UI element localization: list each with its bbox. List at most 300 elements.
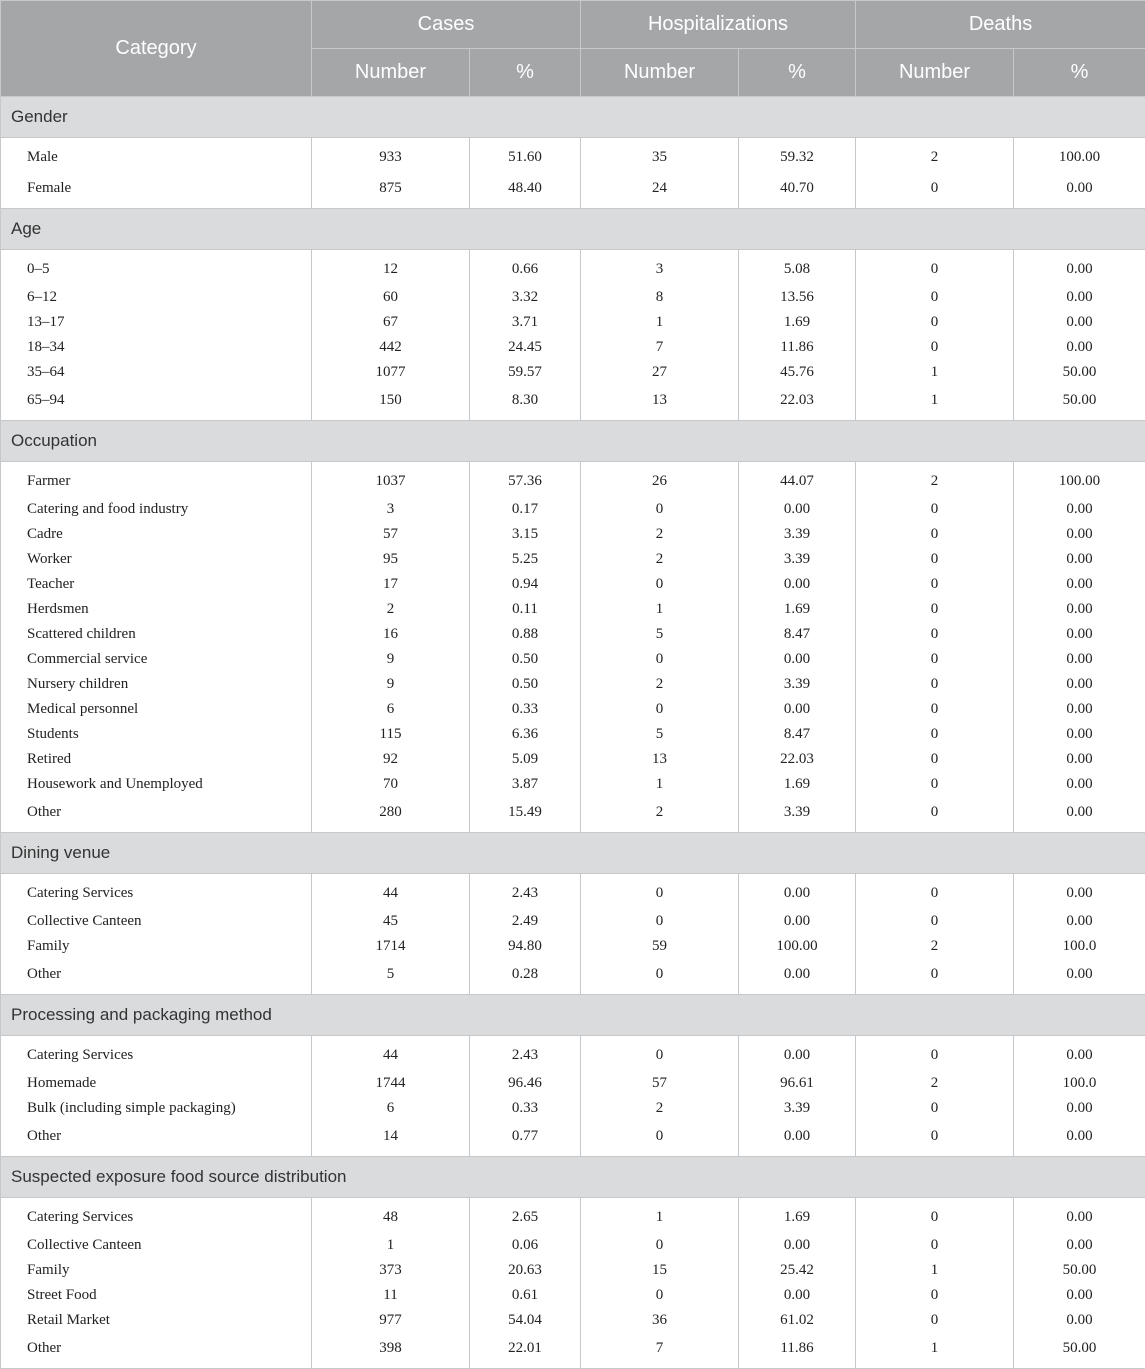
table-row xyxy=(1,522,1145,547)
cell-deaths-number: 0 xyxy=(856,874,1014,910)
cell-deaths-number: 1 xyxy=(856,1258,1014,1283)
cell-cases-percent: 59.57 xyxy=(470,360,581,385)
cell-cases-percent: 5.25 xyxy=(470,547,581,572)
section-header-row xyxy=(1,1157,1145,1198)
table-row xyxy=(1,874,1145,910)
table-row xyxy=(1,1258,1145,1283)
cell-hospitalizations-number: 2 xyxy=(581,797,739,833)
cell-hospitalizations-percent: 11.86 xyxy=(739,1333,856,1369)
cell-cases-number: 6 xyxy=(312,697,470,722)
cell-deaths-percent: 0.00 xyxy=(1014,1096,1145,1121)
section-header-row xyxy=(1,209,1145,250)
header-cases-number: Number xyxy=(312,49,470,97)
cell-cases-number: 12 xyxy=(312,250,470,286)
cell-deaths-number: 0 xyxy=(856,310,1014,335)
cell-cases-number: 48 xyxy=(312,1198,470,1234)
cell-hospitalizations-number: 27 xyxy=(581,360,739,385)
cell-cases-percent: 0.61 xyxy=(470,1283,581,1308)
cell-category: Street Food xyxy=(1,1283,312,1308)
cell-hospitalizations-number: 2 xyxy=(581,1096,739,1121)
cell-cases-percent: 0.77 xyxy=(470,1121,581,1157)
cell-cases-percent: 96.46 xyxy=(470,1071,581,1096)
cell-cases-number: 11 xyxy=(312,1283,470,1308)
table-row xyxy=(1,672,1145,697)
cell-deaths-number: 1 xyxy=(856,385,1014,421)
cell-cases-percent: 0.28 xyxy=(470,959,581,995)
cell-hospitalizations-number: 0 xyxy=(581,874,739,910)
cell-hospitalizations-number: 7 xyxy=(581,1333,739,1369)
cell-deaths-percent: 0.00 xyxy=(1014,547,1145,572)
cell-hospitalizations-number: 59 xyxy=(581,934,739,959)
cell-cases-number: 45 xyxy=(312,909,470,934)
cell-hospitalizations-number: 26 xyxy=(581,462,739,498)
cell-deaths-number: 0 xyxy=(856,909,1014,934)
cell-hospitalizations-percent: 45.76 xyxy=(739,360,856,385)
cell-hospitalizations-percent: 96.61 xyxy=(739,1071,856,1096)
cell-hospitalizations-number: 2 xyxy=(581,522,739,547)
table-row xyxy=(1,462,1145,498)
cell-deaths-number: 0 xyxy=(856,672,1014,697)
cell-cases-percent: 54.04 xyxy=(470,1308,581,1333)
cell-cases-number: 9 xyxy=(312,647,470,672)
cell-deaths-percent: 0.00 xyxy=(1014,1308,1145,1333)
cell-hospitalizations-number: 57 xyxy=(581,1071,739,1096)
cell-deaths-number: 0 xyxy=(856,1198,1014,1234)
cell-hospitalizations-percent: 0.00 xyxy=(739,909,856,934)
cell-hospitalizations-percent: 0.00 xyxy=(739,959,856,995)
cell-deaths-percent: 0.00 xyxy=(1014,959,1145,995)
cell-hospitalizations-percent: 8.47 xyxy=(739,722,856,747)
cell-hospitalizations-number: 0 xyxy=(581,909,739,934)
cell-hospitalizations-percent: 1.69 xyxy=(739,772,856,797)
table-row xyxy=(1,1036,1145,1072)
cell-hospitalizations-number: 35 xyxy=(581,138,739,174)
cell-category: Other xyxy=(1,1333,312,1369)
cell-cases-percent: 48.40 xyxy=(470,173,581,209)
cell-hospitalizations-percent: 0.00 xyxy=(739,1121,856,1157)
cell-hospitalizations-number: 0 xyxy=(581,1036,739,1072)
cell-category: Nursery children xyxy=(1,672,312,697)
cell-cases-percent: 0.33 xyxy=(470,697,581,722)
cell-deaths-percent: 50.00 xyxy=(1014,1333,1145,1369)
cell-hospitalizations-number: 2 xyxy=(581,672,739,697)
cell-deaths-percent: 0.00 xyxy=(1014,1233,1145,1258)
cell-category: Housework and Unemployed xyxy=(1,772,312,797)
cell-deaths-percent: 50.00 xyxy=(1014,1258,1145,1283)
cell-cases-number: 17 xyxy=(312,572,470,597)
cell-category: Female xyxy=(1,173,312,209)
cell-category: Other xyxy=(1,797,312,833)
cell-hospitalizations-percent: 3.39 xyxy=(739,1096,856,1121)
table-row xyxy=(1,335,1145,360)
section-title: Dining venue xyxy=(1,833,1145,874)
cell-hospitalizations-number: 1 xyxy=(581,310,739,335)
cell-cases-number: 115 xyxy=(312,722,470,747)
cell-deaths-number: 0 xyxy=(856,772,1014,797)
cell-cases-number: 1077 xyxy=(312,360,470,385)
cell-cases-number: 14 xyxy=(312,1121,470,1157)
cell-category: Homemade xyxy=(1,1071,312,1096)
cell-cases-percent: 0.06 xyxy=(470,1233,581,1258)
cell-cases-percent: 5.09 xyxy=(470,747,581,772)
header-cases-percent: % xyxy=(470,49,581,97)
table-row xyxy=(1,250,1145,286)
cell-cases-percent: 3.15 xyxy=(470,522,581,547)
cell-category: Family xyxy=(1,1258,312,1283)
cell-category: 18–34 xyxy=(1,335,312,360)
cell-cases-number: 398 xyxy=(312,1333,470,1369)
table-row xyxy=(1,285,1145,310)
table-row xyxy=(1,959,1145,995)
cell-deaths-percent: 0.00 xyxy=(1014,772,1145,797)
cell-category: Catering Services xyxy=(1,1198,312,1234)
cell-category: Retired xyxy=(1,747,312,772)
cell-cases-number: 373 xyxy=(312,1258,470,1283)
cell-category: 0–5 xyxy=(1,250,312,286)
section-title: Suspected exposure food source distribution xyxy=(1,1157,1145,1198)
cell-deaths-percent: 0.00 xyxy=(1014,647,1145,672)
cell-deaths-number: 0 xyxy=(856,1283,1014,1308)
section-title: Age xyxy=(1,209,1145,250)
cell-hospitalizations-number: 8 xyxy=(581,285,739,310)
cell-category: Scattered children xyxy=(1,622,312,647)
cell-cases-percent: 15.49 xyxy=(470,797,581,833)
cell-cases-percent: 51.60 xyxy=(470,138,581,174)
cell-cases-percent: 8.30 xyxy=(470,385,581,421)
cell-category: Catering Services xyxy=(1,1036,312,1072)
cell-hospitalizations-number: 3 xyxy=(581,250,739,286)
cell-deaths-number: 0 xyxy=(856,1096,1014,1121)
cell-deaths-percent: 0.00 xyxy=(1014,522,1145,547)
cell-deaths-percent: 0.00 xyxy=(1014,597,1145,622)
cell-deaths-percent: 100.0 xyxy=(1014,934,1145,959)
cell-deaths-number: 0 xyxy=(856,285,1014,310)
cell-deaths-number: 0 xyxy=(856,1233,1014,1258)
cell-hospitalizations-number: 0 xyxy=(581,1283,739,1308)
header-hospitalizations-number: Number xyxy=(581,49,739,97)
header-group-cases: Cases xyxy=(312,1,581,49)
table-row xyxy=(1,1308,1145,1333)
section-header-row xyxy=(1,421,1145,462)
table-row xyxy=(1,1333,1145,1369)
cell-deaths-percent: 0.00 xyxy=(1014,697,1145,722)
cell-cases-percent: 0.94 xyxy=(470,572,581,597)
cell-category: Herdsmen xyxy=(1,597,312,622)
table-row xyxy=(1,497,1145,522)
section-title: Occupation xyxy=(1,421,1145,462)
cell-category: Commercial service xyxy=(1,647,312,672)
cell-deaths-number: 0 xyxy=(856,547,1014,572)
cell-hospitalizations-percent: 61.02 xyxy=(739,1308,856,1333)
cell-deaths-percent: 0.00 xyxy=(1014,1198,1145,1234)
table-row xyxy=(1,173,1145,209)
cell-category: 13–17 xyxy=(1,310,312,335)
cell-hospitalizations-number: 0 xyxy=(581,647,739,672)
cell-cases-percent: 20.63 xyxy=(470,1258,581,1283)
table-row xyxy=(1,772,1145,797)
cell-deaths-percent: 50.00 xyxy=(1014,360,1145,385)
header-group-hospitalizations: Hospitalizations xyxy=(581,1,856,49)
cell-cases-percent: 0.33 xyxy=(470,1096,581,1121)
cell-hospitalizations-percent: 11.86 xyxy=(739,335,856,360)
cell-category: Students xyxy=(1,722,312,747)
cell-deaths-percent: 0.00 xyxy=(1014,572,1145,597)
table-row xyxy=(1,909,1145,934)
cell-cases-number: 44 xyxy=(312,1036,470,1072)
cell-hospitalizations-percent: 22.03 xyxy=(739,747,856,772)
cell-deaths-percent: 0.00 xyxy=(1014,672,1145,697)
cell-category: Teacher xyxy=(1,572,312,597)
cell-cases-percent: 2.65 xyxy=(470,1198,581,1234)
cell-cases-percent: 3.71 xyxy=(470,310,581,335)
cell-deaths-percent: 100.0 xyxy=(1014,1071,1145,1096)
cell-category: Other xyxy=(1,1121,312,1157)
cell-deaths-number: 0 xyxy=(856,173,1014,209)
cell-deaths-number: 0 xyxy=(856,722,1014,747)
cell-cases-number: 933 xyxy=(312,138,470,174)
cell-hospitalizations-number: 13 xyxy=(581,385,739,421)
cell-cases-percent: 94.80 xyxy=(470,934,581,959)
cell-deaths-percent: 0.00 xyxy=(1014,1036,1145,1072)
table-row xyxy=(1,797,1145,833)
cell-deaths-percent: 0.00 xyxy=(1014,722,1145,747)
cell-deaths-percent: 0.00 xyxy=(1014,747,1145,772)
cell-cases-number: 1744 xyxy=(312,1071,470,1096)
cell-deaths-number: 2 xyxy=(856,1071,1014,1096)
cell-deaths-number: 2 xyxy=(856,462,1014,498)
cell-category: 65–94 xyxy=(1,385,312,421)
cell-deaths-percent: 100.00 xyxy=(1014,138,1145,174)
header-hospitalizations-percent: % xyxy=(739,49,856,97)
cell-hospitalizations-number: 13 xyxy=(581,747,739,772)
cell-cases-number: 875 xyxy=(312,173,470,209)
cell-deaths-number: 0 xyxy=(856,1036,1014,1072)
cell-cases-number: 280 xyxy=(312,797,470,833)
cell-cases-percent: 22.01 xyxy=(470,1333,581,1369)
cell-hospitalizations-percent: 3.39 xyxy=(739,672,856,697)
cell-hospitalizations-percent: 8.47 xyxy=(739,622,856,647)
cell-deaths-number: 0 xyxy=(856,1308,1014,1333)
cell-cases-percent: 57.36 xyxy=(470,462,581,498)
cell-deaths-percent: 0.00 xyxy=(1014,250,1145,286)
cell-category: Collective Canteen xyxy=(1,1233,312,1258)
cell-deaths-number: 0 xyxy=(856,522,1014,547)
table-row xyxy=(1,597,1145,622)
section-title: Processing and packaging method xyxy=(1,995,1145,1036)
cell-deaths-number: 0 xyxy=(856,647,1014,672)
section-header-row xyxy=(1,995,1145,1036)
cell-deaths-percent: 100.00 xyxy=(1014,462,1145,498)
cell-hospitalizations-number: 0 xyxy=(581,497,739,522)
cell-hospitalizations-percent: 1.69 xyxy=(739,310,856,335)
cell-category: Bulk (including simple packaging) xyxy=(1,1096,312,1121)
cell-hospitalizations-percent: 25.42 xyxy=(739,1258,856,1283)
cell-cases-percent: 0.88 xyxy=(470,622,581,647)
cell-category: Worker xyxy=(1,547,312,572)
cell-category: Cadre xyxy=(1,522,312,547)
cell-deaths-number: 0 xyxy=(856,335,1014,360)
cell-deaths-percent: 0.00 xyxy=(1014,310,1145,335)
cell-deaths-percent: 0.00 xyxy=(1014,497,1145,522)
cell-hospitalizations-percent: 44.07 xyxy=(739,462,856,498)
header-group-deaths: Deaths xyxy=(856,1,1145,49)
cell-deaths-number: 0 xyxy=(856,572,1014,597)
cell-cases-percent: 3.32 xyxy=(470,285,581,310)
cell-hospitalizations-number: 0 xyxy=(581,1233,739,1258)
cell-hospitalizations-number: 1 xyxy=(581,597,739,622)
cell-cases-number: 150 xyxy=(312,385,470,421)
table-row xyxy=(1,722,1145,747)
cell-cases-number: 57 xyxy=(312,522,470,547)
cell-deaths-number: 0 xyxy=(856,747,1014,772)
cell-category: Catering Services xyxy=(1,874,312,910)
cell-deaths-percent: 0.00 xyxy=(1014,874,1145,910)
cell-cases-number: 92 xyxy=(312,747,470,772)
cell-deaths-number: 0 xyxy=(856,1121,1014,1157)
table-row xyxy=(1,1198,1145,1234)
table-row xyxy=(1,934,1145,959)
cell-category: Retail Market xyxy=(1,1308,312,1333)
cell-deaths-percent: 0.00 xyxy=(1014,622,1145,647)
cell-deaths-number: 0 xyxy=(856,497,1014,522)
cell-deaths-number: 0 xyxy=(856,622,1014,647)
table-row xyxy=(1,697,1145,722)
table-row xyxy=(1,1233,1145,1258)
cell-hospitalizations-number: 1 xyxy=(581,772,739,797)
table-row xyxy=(1,1121,1145,1157)
cell-hospitalizations-percent: 1.69 xyxy=(739,597,856,622)
cell-category: Catering and food industry xyxy=(1,497,312,522)
cell-hospitalizations-number: 0 xyxy=(581,959,739,995)
cell-deaths-number: 0 xyxy=(856,250,1014,286)
cell-category: 6–12 xyxy=(1,285,312,310)
cell-cases-percent: 2.43 xyxy=(470,874,581,910)
cell-cases-number: 977 xyxy=(312,1308,470,1333)
table-row xyxy=(1,1071,1145,1096)
cell-cases-percent: 0.50 xyxy=(470,672,581,697)
cell-category: Male xyxy=(1,138,312,174)
cell-hospitalizations-percent: 0.00 xyxy=(739,874,856,910)
cell-deaths-number: 2 xyxy=(856,138,1014,174)
cell-hospitalizations-percent: 0.00 xyxy=(739,497,856,522)
cell-hospitalizations-percent: 0.00 xyxy=(739,1233,856,1258)
cell-cases-percent: 2.49 xyxy=(470,909,581,934)
cell-hospitalizations-percent: 0.00 xyxy=(739,1283,856,1308)
cell-hospitalizations-percent: 0.00 xyxy=(739,572,856,597)
cell-hospitalizations-percent: 1.69 xyxy=(739,1198,856,1234)
cell-cases-number: 1714 xyxy=(312,934,470,959)
cell-hospitalizations-percent: 100.00 xyxy=(739,934,856,959)
cell-cases-number: 3 xyxy=(312,497,470,522)
cell-category: Family xyxy=(1,934,312,959)
cell-hospitalizations-number: 2 xyxy=(581,547,739,572)
cell-hospitalizations-percent: 3.39 xyxy=(739,797,856,833)
cell-category: Other xyxy=(1,959,312,995)
cell-hospitalizations-percent: 40.70 xyxy=(739,173,856,209)
cell-deaths-number: 0 xyxy=(856,797,1014,833)
cell-hospitalizations-number: 0 xyxy=(581,697,739,722)
cell-cases-number: 1 xyxy=(312,1233,470,1258)
cell-hospitalizations-number: 0 xyxy=(581,572,739,597)
cell-deaths-number: 0 xyxy=(856,597,1014,622)
cell-cases-number: 9 xyxy=(312,672,470,697)
cell-category: Farmer xyxy=(1,462,312,498)
cell-category: Collective Canteen xyxy=(1,909,312,934)
table-row xyxy=(1,622,1145,647)
header-deaths-percent: % xyxy=(1014,49,1145,97)
cell-deaths-percent: 0.00 xyxy=(1014,909,1145,934)
cell-cases-number: 2 xyxy=(312,597,470,622)
cell-cases-number: 16 xyxy=(312,622,470,647)
cell-deaths-percent: 0.00 xyxy=(1014,797,1145,833)
cell-cases-percent: 0.17 xyxy=(470,497,581,522)
cell-hospitalizations-percent: 59.32 xyxy=(739,138,856,174)
cell-hospitalizations-percent: 0.00 xyxy=(739,647,856,672)
cell-deaths-percent: 0.00 xyxy=(1014,335,1145,360)
table-row xyxy=(1,138,1145,174)
cell-cases-percent: 0.11 xyxy=(470,597,581,622)
cell-cases-number: 67 xyxy=(312,310,470,335)
cell-deaths-percent: 50.00 xyxy=(1014,385,1145,421)
cell-deaths-number: 0 xyxy=(856,959,1014,995)
cell-deaths-percent: 0.00 xyxy=(1014,1283,1145,1308)
cell-cases-number: 44 xyxy=(312,874,470,910)
cell-hospitalizations-number: 5 xyxy=(581,722,739,747)
cell-hospitalizations-number: 36 xyxy=(581,1308,739,1333)
cell-cases-percent: 24.45 xyxy=(470,335,581,360)
table-header xyxy=(1,1,1145,97)
cell-category: Medical personnel xyxy=(1,697,312,722)
cell-hospitalizations-number: 15 xyxy=(581,1258,739,1283)
cell-cases-percent: 6.36 xyxy=(470,722,581,747)
cell-hospitalizations-number: 7 xyxy=(581,335,739,360)
cell-hospitalizations-number: 1 xyxy=(581,1198,739,1234)
cell-deaths-percent: 0.00 xyxy=(1014,1121,1145,1157)
table-row xyxy=(1,647,1145,672)
cell-deaths-percent: 0.00 xyxy=(1014,285,1145,310)
cell-cases-number: 5 xyxy=(312,959,470,995)
cell-deaths-percent: 0.00 xyxy=(1014,173,1145,209)
table-row xyxy=(1,572,1145,597)
cell-deaths-number: 1 xyxy=(856,360,1014,385)
cell-hospitalizations-number: 24 xyxy=(581,173,739,209)
cell-cases-number: 442 xyxy=(312,335,470,360)
table-row xyxy=(1,360,1145,385)
cell-cases-number: 6 xyxy=(312,1096,470,1121)
table-row xyxy=(1,1283,1145,1308)
table-body xyxy=(1,97,1145,1369)
cell-hospitalizations-percent: 3.39 xyxy=(739,547,856,572)
cell-cases-number: 95 xyxy=(312,547,470,572)
cell-cases-number: 60 xyxy=(312,285,470,310)
table-row xyxy=(1,310,1145,335)
cell-cases-percent: 2.43 xyxy=(470,1036,581,1072)
cell-cases-percent: 3.87 xyxy=(470,772,581,797)
section-title: Gender xyxy=(1,97,1145,138)
cell-deaths-number: 1 xyxy=(856,1333,1014,1369)
cell-cases-percent: 0.50 xyxy=(470,647,581,672)
table-row xyxy=(1,747,1145,772)
header-category: Category xyxy=(1,1,312,97)
cell-hospitalizations-percent: 22.03 xyxy=(739,385,856,421)
cell-hospitalizations-percent: 5.08 xyxy=(739,250,856,286)
table-row xyxy=(1,385,1145,421)
cell-hospitalizations-number: 0 xyxy=(581,1121,739,1157)
cell-deaths-number: 2 xyxy=(856,934,1014,959)
table-row xyxy=(1,547,1145,572)
cell-hospitalizations-percent: 0.00 xyxy=(739,697,856,722)
section-header-row xyxy=(1,97,1145,138)
